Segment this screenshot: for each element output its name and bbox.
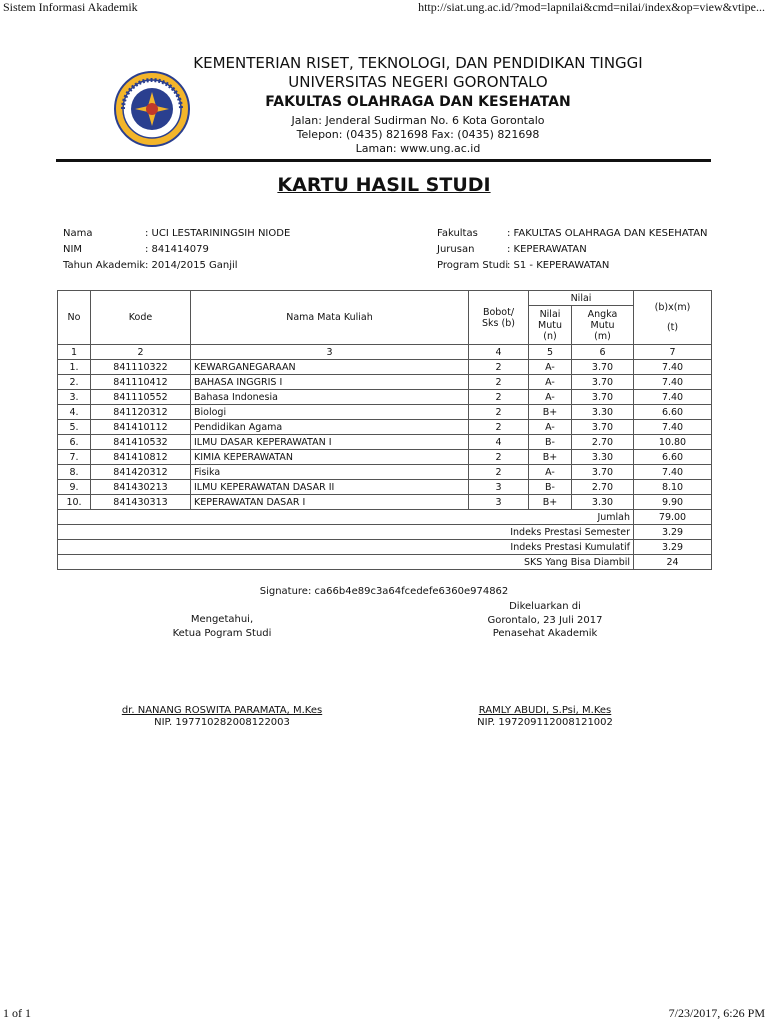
row-kode: 841120312 xyxy=(91,405,191,420)
row-course-name: ILMU KEPERAWATAN DASAR II xyxy=(191,480,469,495)
row-nilai-mutu: A- xyxy=(529,360,572,375)
summary-sks xyxy=(58,555,712,570)
ipk-value: 3.29 xyxy=(634,540,712,555)
left-sign-name: dr. NANANG ROSWITA PARAMATA, M.Kes xyxy=(121,705,323,716)
jumlah-label: Jumlah xyxy=(58,510,634,525)
row-kode: 841430313 xyxy=(91,495,191,510)
row-angka-mutu: 3.70 xyxy=(572,375,634,390)
grades-table xyxy=(57,290,712,570)
row-nilai-mutu: B- xyxy=(529,480,572,495)
ministry-name: KEMENTERIAN RISET, TEKNOLOGI, DAN PENDIDIKAN TINGGI xyxy=(193,54,643,72)
left-sign-line1: Mengetahui, xyxy=(190,614,254,625)
column-index-cell: 2 xyxy=(91,345,191,360)
row-angka-mutu: 3.70 xyxy=(572,465,634,480)
summary-jumlah xyxy=(58,510,712,525)
row-no: 7. xyxy=(58,450,91,465)
row-kode: 841410532 xyxy=(91,435,191,450)
column-index-cell: 7 xyxy=(634,345,712,360)
prodi-value: : S1 - KEPERAWATAN xyxy=(507,260,610,271)
prodi-label: Program Studi xyxy=(437,260,509,271)
header-angka-mutu: Angka Mutu (m) xyxy=(572,306,634,345)
row-kode: 841110412 xyxy=(91,375,191,390)
row-course-name: KIMIA KEPERAWATAN xyxy=(191,450,469,465)
row-total: 8.10 xyxy=(634,480,712,495)
signature-hash: Signature: ca66b4e89c3a64fcedefe6360e974862 xyxy=(259,586,509,597)
table-row xyxy=(58,375,712,390)
header-kode: Kode xyxy=(91,291,191,345)
header-nilai: Nilai xyxy=(529,291,634,306)
column-index-cell: 3 xyxy=(191,345,469,360)
row-kode: 841110322 xyxy=(91,360,191,375)
row-sks: 2 xyxy=(469,465,529,480)
row-sks: 4 xyxy=(469,435,529,450)
right-sign-nip: NIP. 197209112008121002 xyxy=(477,717,613,728)
row-angka-mutu: 3.30 xyxy=(572,450,634,465)
sks-value: 24 xyxy=(634,555,712,570)
tahun-value: : 2014/2015 Ganjil xyxy=(145,260,238,271)
print-page-title: Sistem Informasi Akademik xyxy=(3,0,138,14)
row-sks: 3 xyxy=(469,495,529,510)
row-kode: 841110552 xyxy=(91,390,191,405)
jurusan-value: : KEPERAWATAN xyxy=(507,244,587,255)
fakultas-label: Fakultas xyxy=(437,228,478,239)
table-row xyxy=(58,435,712,450)
header-bxm-label: (b)x(m) xyxy=(654,302,691,313)
print-url: http://siat.ung.ac.id/?mod=lapnilai&cmd=nilai/index&op=view&vtipe... xyxy=(418,0,765,14)
header-no: No xyxy=(58,291,91,345)
grades-body xyxy=(58,360,712,510)
column-index-cell: 4 xyxy=(469,345,529,360)
row-angka-mutu: 3.70 xyxy=(572,390,634,405)
row-sks: 2 xyxy=(469,375,529,390)
column-index-cell: 6 xyxy=(572,345,634,360)
table-row xyxy=(58,450,712,465)
row-sks: 2 xyxy=(469,360,529,375)
jumlah-value: 79.00 xyxy=(634,510,712,525)
university-name: UNIVERSITAS NEGERI GORONTALO xyxy=(288,73,548,91)
fakultas-value: : FAKULTAS OLAHRAGA DAN KESEHATAN xyxy=(507,228,708,239)
row-no: 4. xyxy=(58,405,91,420)
row-nilai-mutu: A- xyxy=(529,375,572,390)
print-page-number: 1 of 1 xyxy=(3,1006,31,1020)
row-nilai-mutu: A- xyxy=(529,420,572,435)
summary-ipk xyxy=(58,540,712,555)
row-total: 7.40 xyxy=(634,465,712,480)
row-sks: 2 xyxy=(469,405,529,420)
table-row xyxy=(58,390,712,405)
row-total: 9.90 xyxy=(634,495,712,510)
right-sign-line2: Gorontalo, 23 Juli 2017 xyxy=(487,615,603,626)
header-divider xyxy=(56,159,711,162)
row-no: 3. xyxy=(58,390,91,405)
row-angka-mutu: 2.70 xyxy=(572,480,634,495)
row-course-name: Fisika xyxy=(191,465,469,480)
left-sign-nip: NIP. 197710282008122003 xyxy=(154,717,290,728)
nama-value: : UCI LESTARININGSIH NIODE xyxy=(145,228,291,239)
header-t-label: (t) xyxy=(666,322,679,333)
row-course-name: KEPERAWATAN DASAR I xyxy=(191,495,469,510)
row-nilai-mutu: B+ xyxy=(529,405,572,420)
row-sks: 2 xyxy=(469,450,529,465)
ipk-label: Indeks Prestasi Kumulatif xyxy=(58,540,634,555)
row-sks: 2 xyxy=(469,420,529,435)
row-nilai-mutu: B- xyxy=(529,435,572,450)
nim-value: : 841414079 xyxy=(145,244,209,255)
left-sign-line2: Ketua Pogram Studi xyxy=(172,628,272,639)
row-total: 7.40 xyxy=(634,390,712,405)
row-course-name: Bahasa Indonesia xyxy=(191,390,469,405)
row-total: 6.60 xyxy=(634,405,712,420)
row-kode: 841410812 xyxy=(91,450,191,465)
row-total: 7.40 xyxy=(634,375,712,390)
right-sign-name: RAMLY ABUDI, S.Psi, M.Kes xyxy=(478,705,612,716)
row-no: 9. xyxy=(58,480,91,495)
nama-label: Nama xyxy=(63,228,93,239)
row-kode: 841430213 xyxy=(91,480,191,495)
table-row xyxy=(58,495,712,510)
row-angka-mutu: 3.30 xyxy=(572,405,634,420)
row-no: 8. xyxy=(58,465,91,480)
column-index-cell: 5 xyxy=(529,345,572,360)
right-sign-line1: Dikeluarkan di xyxy=(509,601,581,612)
row-no: 6. xyxy=(58,435,91,450)
header-bobot: Bobot/ Sks (b) xyxy=(469,291,529,345)
row-total: 7.40 xyxy=(634,360,712,375)
column-index-row xyxy=(58,345,712,360)
row-kode: 841420312 xyxy=(91,465,191,480)
row-no: 1. xyxy=(58,360,91,375)
header-nilai-mutu: Nilai Mutu (n) xyxy=(529,306,572,345)
ips-label: Indeks Prestasi Semester xyxy=(58,525,634,540)
row-total: 7.40 xyxy=(634,420,712,435)
row-no: 2. xyxy=(58,375,91,390)
row-nilai-mutu: A- xyxy=(529,465,572,480)
row-angka-mutu: 3.70 xyxy=(572,360,634,375)
row-angka-mutu: 2.70 xyxy=(572,435,634,450)
jurusan-label: Jurusan xyxy=(437,244,475,255)
summary-ips xyxy=(58,525,712,540)
ips-value: 3.29 xyxy=(634,525,712,540)
nim-label: NIM xyxy=(63,244,83,255)
row-course-name: Pendidikan Agama xyxy=(191,420,469,435)
row-angka-mutu: 3.30 xyxy=(572,495,634,510)
row-no: 10. xyxy=(58,495,91,510)
row-sks: 3 xyxy=(469,480,529,495)
table-row xyxy=(58,360,712,375)
row-kode: 841410112 xyxy=(91,420,191,435)
row-course-name: ILMU DASAR KEPERAWATAN I xyxy=(191,435,469,450)
row-course-name: Biologi xyxy=(191,405,469,420)
table-row xyxy=(58,480,712,495)
header-nama: Nama Mata Kuliah xyxy=(191,291,469,345)
print-datetime: 7/23/2017, 6:26 PM xyxy=(668,1006,765,1020)
row-nilai-mutu: A- xyxy=(529,390,572,405)
row-sks: 2 xyxy=(469,390,529,405)
column-index-cell: 1 xyxy=(58,345,91,360)
row-nilai-mutu: B+ xyxy=(529,495,572,510)
row-angka-mutu: 3.70 xyxy=(572,420,634,435)
faculty-name: FAKULTAS OLAHRAGA DAN KESEHATAN xyxy=(265,94,571,110)
right-sign-line3: Penasehat Akademik xyxy=(492,628,598,639)
row-total: 6.60 xyxy=(634,450,712,465)
table-row xyxy=(58,465,712,480)
address: Jalan: Jenderal Sudirman No. 6 Kota Gorontalo xyxy=(291,114,545,127)
table-row xyxy=(58,420,712,435)
tahun-label: Tahun Akademik xyxy=(63,260,146,271)
document-title: KARTU HASIL STUDI xyxy=(277,174,491,196)
website: Laman: www.ung.ac.id xyxy=(355,142,481,155)
sks-label: SKS Yang Bisa Diambil xyxy=(58,555,634,570)
row-course-name: BAHASA INGGRIS I xyxy=(191,375,469,390)
row-no: 5. xyxy=(58,420,91,435)
table-row xyxy=(58,405,712,420)
row-total: 10.80 xyxy=(634,435,712,450)
row-course-name: KEWARGANEGARAAN xyxy=(191,360,469,375)
phone: Telepon: (0435) 821698 Fax: (0435) 821698 xyxy=(296,128,540,141)
header-bxm xyxy=(634,291,712,345)
row-nilai-mutu: B+ xyxy=(529,450,572,465)
